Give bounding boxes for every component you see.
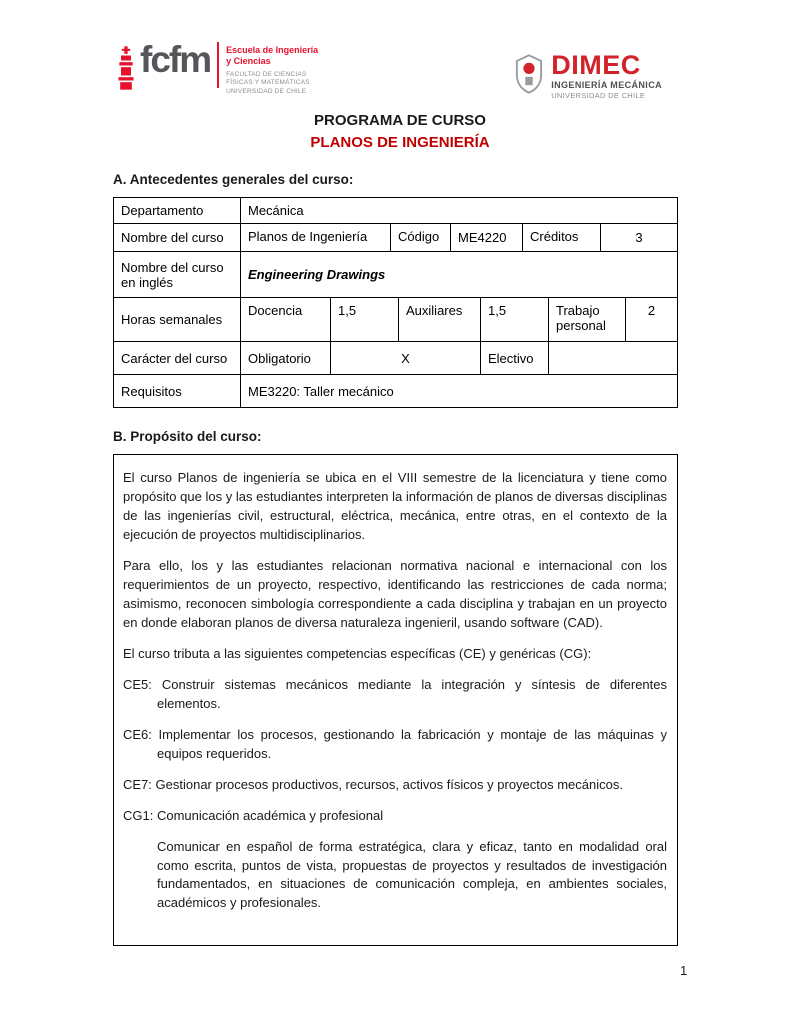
purpose-paragraph-2: Para ello, los y las estudiantes relacionan normativa nacional e internacional con los requerimientos de un proyecto, respectivo, identificando las restricciones de cada norma; asimismo, reconocen simbología correspondiente a cada disciplina y trabajan en un proyecto en donde elaboran planos de diversa naturaleza ingenieril, usando software (CAD). (123, 557, 667, 630)
course-info-table (113, 197, 678, 408)
nombre-ingles-value: Engineering Drawings (248, 267, 386, 282)
caracter-label: Carácter del curso (114, 342, 241, 374)
header (0, 0, 800, 100)
fcfm-faculty-line3: UNIVERSIDAD DE CHILE (226, 88, 307, 96)
purpose-box (113, 454, 678, 946)
competencia-ce7: CE7: Gestionar procesos productivos, recursos, activos físicos y proyectos mecánicos. (123, 776, 623, 792)
fcfm-school-line1: Escuela de Ingeniería (226, 45, 319, 55)
trabajo-personal-label: Trabajo personal (549, 298, 626, 341)
dimec-subtitle: INGENIERÍA MECÁNICA (551, 80, 662, 90)
codigo-value: ME4220 (451, 224, 523, 251)
table-row-requisitos (114, 375, 677, 407)
codigo-label: Código (391, 224, 451, 251)
electivo-mark (549, 342, 677, 374)
docencia-label: Docencia (241, 298, 331, 341)
competencia-ce5: CE5: Construir sistemas mecánicos mediante la integración y síntesis de diferentes elementos. (123, 676, 667, 711)
table-row-horas-semanales (114, 298, 677, 342)
creditos-label: Créditos (523, 224, 601, 251)
creditos-value: 3 (635, 230, 643, 245)
table-row-nombre-curso (114, 224, 677, 252)
fcfm-faculty-line2: FÍSICAS Y MATEMÁTICAS (226, 79, 310, 87)
fcfm-faculty-lines (226, 71, 318, 97)
fcfm-logo (116, 39, 319, 97)
competencia-cg1: CG1: Comunicación académica y profesional (123, 807, 384, 823)
requisitos-value: ME3220: Taller mecánico (248, 383, 394, 399)
electivo-label: Electivo (481, 342, 549, 374)
purpose-paragraph-1: El curso Planos de ingeniería se ubica en el VIII semestre de la licenciatura y tiene como propósito que los y las estudiantes interpreten la información de planos de diversas disciplinas de las ingenierías civil, estructural, eléctrica, mecánica, entre otras, en el contexto de la ejecución de proyectos multidisciplinarios. (123, 470, 667, 542)
nombre-ingles-label: Nombre del curso en inglés (114, 252, 241, 297)
auxiliares-value: 1,5 (481, 298, 549, 341)
title-block (0, 112, 800, 151)
table-row-nombre-ingles (114, 252, 677, 298)
obligatorio-mark: X (331, 342, 481, 374)
nombre-curso-label: Nombre del curso (114, 224, 241, 251)
fcfm-faculty-line1: FACULTAD DE CIENCIAS (226, 70, 307, 78)
document-subtitle: PLANOS DE INGENIERÍA (310, 134, 490, 151)
document-title: PROGRAMA DE CURSO (314, 112, 486, 129)
fcfm-logo-text (226, 42, 318, 97)
page-number: 1 (680, 963, 688, 978)
competencia-cg1-detail: Comunicar en español de forma estratégica, clara y eficaz, tanto en modalidad oral como escrita, puntos de vista, propuestas de proyectos y resultados de investigación fundamentados, en situaciones de comunicación compleja, en ambientes sociales, académicos y profesionales. (157, 838, 667, 911)
competencia-ce6: CE6: Implementar los procesos, gestionando la fabricación y montaje de las máquinas y equipos requeridos. (123, 726, 667, 761)
requisitos-label: Requisitos (114, 375, 241, 407)
content (0, 172, 800, 946)
fcfm-wordmark: fcfm (140, 39, 211, 80)
horas-semanales-label: Horas semanales (114, 298, 241, 341)
university-shield-icon (515, 54, 543, 99)
section-b-heading: B. Propósito del curso: (113, 429, 262, 444)
purpose-paragraph-3: El curso tributa a las siguientes competencias específicas (CE) y genéricas (CG): (123, 645, 592, 661)
fcfm-school-line2: y Ciencias (226, 55, 271, 66)
obligatorio-label: Obligatorio (241, 342, 331, 374)
departamento-label: Departamento (114, 198, 241, 223)
dimec-logo-text (551, 52, 662, 100)
fcfm-logo-divider (217, 42, 219, 88)
auxiliares-label: Auxiliares (399, 298, 481, 341)
section-a-heading: A. Antecedentes generales del curso: (113, 172, 354, 187)
departamento-value: Mecánica (248, 203, 304, 218)
dimec-university: UNIVERSIDAD DE CHILE (551, 91, 646, 100)
dimec-wordmark: DIMEC (551, 50, 641, 80)
fcfm-tower-icon (116, 44, 136, 97)
nombre-curso-value: Planos de Ingeniería (241, 224, 391, 251)
dimec-logo (515, 52, 662, 100)
docencia-value: 1,5 (331, 298, 399, 341)
table-row-departamento (114, 198, 677, 224)
trabajo-personal-value: 2 (647, 303, 656, 318)
table-row-caracter (114, 342, 677, 375)
